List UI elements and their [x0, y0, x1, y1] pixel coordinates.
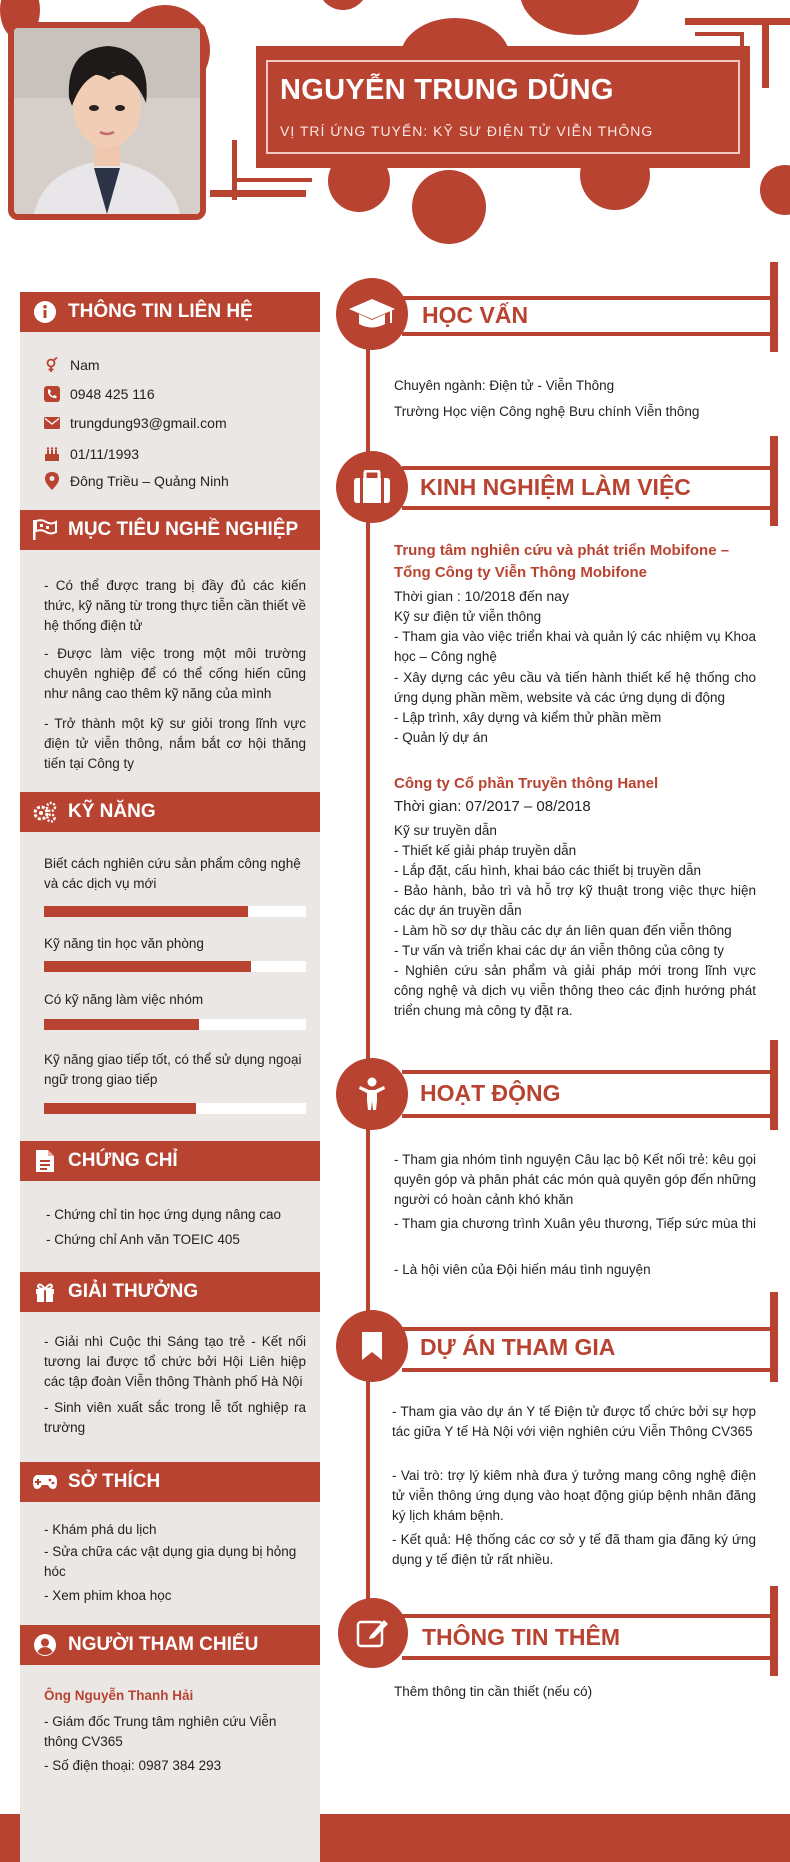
section-rule-end	[770, 262, 778, 352]
reference-phone: - Số điện thoại: 0987 384 293	[44, 1758, 222, 1773]
decor-line	[685, 18, 790, 25]
decor-line	[232, 140, 237, 200]
flag-icon	[32, 517, 58, 543]
reference-title: NGƯỜI THAM CHIẾU	[68, 1634, 259, 1655]
objective-item: - Có thể được trang bị đầy đủ các kiến thức, kỹ năng từ trong thực tiễn cần thiết về hệ thống điện tử	[44, 578, 306, 633]
objective-header	[20, 510, 320, 550]
section-rule	[402, 1327, 778, 1331]
decor-circle	[760, 165, 790, 215]
section-rule	[402, 332, 778, 336]
section-rule	[402, 1114, 778, 1118]
applied-position: VỊ TRÍ ỨNG TUYỂN: KỸ SƯ ĐIỆN TỬ VIỄN THÔNG	[280, 123, 654, 139]
section-rule-end	[770, 436, 778, 526]
job-role: Kỹ sư truyền dẫn	[394, 823, 497, 838]
awards-title: GIẢI THƯỞNG	[68, 1281, 199, 1302]
contact-header	[20, 292, 320, 332]
experience-icon-circle	[336, 451, 408, 523]
reference-header	[20, 1625, 320, 1665]
avatar	[14, 28, 200, 214]
job-task: - Lắp đặt, cấu hình, khai báo các thiết bị truyền dẫn	[394, 863, 701, 878]
section-rule-end	[770, 1292, 778, 1382]
contact-gender	[44, 357, 100, 373]
certificates-header	[20, 1141, 320, 1181]
document-icon	[32, 1148, 58, 1174]
job-task: - Xây dựng các yêu cầu và tiến hành thiết kế hệ thống cho ứng dụng phần mềm, website và các ứng dụng di động	[394, 670, 756, 705]
hobbies-header	[20, 1462, 320, 1502]
certificate-item: - Chứng chỉ Anh văn TOEIC 405	[46, 1232, 240, 1247]
job-time: Thời gian : 10/2018 đến nay	[394, 588, 569, 604]
certificate-item: - Chứng chỉ tin học ứng dụng nâng cao	[46, 1207, 281, 1222]
extra-title: THÔNG TIN THÊM	[422, 1624, 621, 1650]
section-rule	[402, 466, 778, 470]
skill-bar	[44, 906, 306, 917]
objective-item: - Trở thành một kỹ sư giỏi trong lĩnh vực điện tử viễn thông, nắm bắt cơ hội thăng tiến tại Công ty	[44, 716, 306, 771]
projects-icon-circle	[336, 1310, 408, 1382]
awards-header	[20, 1272, 320, 1312]
address-value: Đông Triều – Quảng Ninh	[70, 473, 229, 489]
job-task: - Làm hồ sơ dự thầu các dự án liên quan đến viễn thông	[394, 923, 732, 938]
job-time: Thời gian: 07/2017 – 08/2018	[394, 798, 591, 815]
decor-circle	[348, 168, 378, 198]
section-rule-end	[770, 1586, 778, 1676]
extra-text: Thêm thông tin cần thiết (nếu có)	[394, 1684, 593, 1699]
job-task: - Tham gia vào việc triển khai và quản lý các nhiệm vụ Khoa học – Công nghệ	[394, 629, 756, 664]
projects-title: DỰ ÁN THAM GIA	[420, 1334, 616, 1360]
birthday-cake-icon	[44, 446, 60, 462]
extra-icon-circle	[338, 1598, 408, 1668]
location-pin-icon	[44, 473, 60, 489]
activities-title: HOẠT ĐỘNG	[420, 1080, 561, 1106]
job-task: - Bảo hành, bảo trì và hỗ trợ kỹ thuật trong việc thực hiện các dự án truyền dẫn	[394, 883, 756, 918]
footer-band-left	[0, 1814, 20, 1862]
contact-birthday	[44, 446, 139, 462]
decor-line	[695, 32, 743, 36]
hobbies-title: SỞ THÍCH	[68, 1471, 161, 1492]
certificates-title: CHỨNG CHỈ	[68, 1150, 178, 1171]
job-task: - Quản lý dự án	[394, 730, 488, 745]
section-rule	[402, 1614, 778, 1618]
job-task: - Tư vấn và triển khai các dự án viễn thông của công ty	[394, 943, 725, 958]
job-role: Kỹ sư điện tử viễn thông	[394, 609, 542, 624]
job-task: - Lập trình, xây dựng và kiểm thử phần mềm	[394, 710, 662, 725]
skill-bar-fill	[44, 961, 251, 972]
decor-line	[210, 190, 306, 197]
job-task: - Nghiên cứu sản phẩm và giải pháp mới trong lĩnh vực công nghệ và dịch vụ viễn thông theo các định hướng phát triển chung mà công ty đặt ra.	[394, 963, 756, 1018]
job-company: Trung tâm nghiên cứu và phát triển Mobifone – Tổng Công ty Viễn Thông Mobifone	[394, 542, 730, 581]
skill-bar	[44, 1019, 306, 1030]
skill-bar	[44, 961, 306, 972]
reference-name: Ông Nguyễn Thanh Hải	[44, 1688, 194, 1703]
education-title: HỌC VẤN	[422, 302, 529, 328]
hobby-item: - Xem phim khoa học	[44, 1588, 172, 1603]
decor-line	[762, 18, 769, 88]
section-rule	[402, 506, 778, 510]
bookmark-icon	[361, 1331, 383, 1361]
person-icon	[357, 1077, 387, 1111]
skills-title: KỸ NĂNG	[68, 801, 156, 822]
hobby-item: - Khám phá du lịch	[44, 1522, 157, 1537]
activity-item: - Tham gia nhóm tình nguyện Câu lạc bộ Kết nối trẻ: kêu gọi quyên góp và phân phát các món quà quyên góp đến những người có hoàn cảnh khó khăn	[394, 1152, 756, 1207]
decor-line	[232, 178, 312, 182]
gift-icon	[32, 1279, 58, 1305]
skill-bar-fill	[44, 1103, 196, 1114]
skills-header	[20, 792, 320, 832]
skill-bar-fill	[44, 1019, 199, 1030]
reference-role: - Giám đốc Trung tâm nghiên cứu Viễn thông CV365	[44, 1714, 277, 1749]
birthday-value: 01/11/1993	[70, 446, 140, 462]
phone-icon	[44, 386, 60, 402]
education-school: Trường Học viện Công nghệ Bưu chính Viễn thông	[394, 404, 700, 419]
decor-circle	[520, 0, 640, 35]
contact-phone	[44, 386, 155, 402]
activity-item: - Tham gia chương trình Xuân yêu thương, Tiếp sức mùa thi	[394, 1216, 756, 1231]
section-rule	[402, 296, 778, 300]
gender-icon	[44, 357, 60, 373]
skill-label: Kỹ năng giao tiếp tốt, có thể sử dụng ngoại ngữ trong giao tiếp	[44, 1052, 302, 1087]
skill-bar	[44, 1103, 306, 1114]
activity-item: - Là hội viên của Đội hiến máu tình nguyện	[394, 1262, 651, 1277]
skill-label: Kỹ năng tin học văn phòng	[44, 936, 204, 951]
skill-bar-fill	[44, 906, 248, 917]
section-rule	[402, 1656, 778, 1660]
education-icon-circle	[336, 278, 408, 350]
contact-address	[44, 473, 229, 489]
job-company: Công ty Cổ phần Truyền thông Hanel	[394, 775, 659, 792]
award-item: - Sinh viên xuất sắc trong lễ tốt nghiệp ra trường	[44, 1400, 306, 1435]
project-item: - Kết quả: Hệ thống các cơ sở y tế đã tham gia đăng ký ứng dụng y tế điện tử rất nhiều.	[392, 1532, 756, 1567]
phone-value: 0948 425 116	[70, 386, 155, 402]
project-item: - Vai trò: trợ lý kiêm nhà đưa ý tưởng mang công nghệ điện tử viễn thông ứng dụng vào hoạt động giúp bệnh nhân đăng ký lịch khám bệnh.	[392, 1468, 756, 1523]
profile-photo	[8, 22, 206, 220]
email-icon	[44, 415, 60, 431]
experience-title: KINH NGHIỆM LÀM VIỆC	[420, 474, 691, 500]
contact-title: THÔNG TIN LIÊN HỆ	[68, 301, 253, 322]
user-icon	[32, 1632, 58, 1658]
decor-circle	[318, 0, 368, 10]
project-item: - Tham gia vào dự án Y tế Điện tử được tổ chức bởi sự hợp tác giữa Y tế Hà Nội với viện nghiên cứu Viễn Thông CV365	[392, 1404, 756, 1439]
award-item: - Giải nhì Cuộc thi Sáng tạo trẻ - Kết nối tương lai được tổ chức bởi Hội Liên hiệp các tập đoàn Viễn thông Thành phố Hà Nội	[44, 1334, 306, 1389]
section-rule	[402, 1070, 778, 1074]
hobby-item: - Sửa chữa các vật dụng gia dụng bị hỏng hóc	[44, 1544, 297, 1579]
decor-circle	[412, 170, 486, 244]
skill-label: Biết cách nghiên cứu sản phẩm công nghệ và các dịch vụ mới	[44, 856, 301, 891]
footer-band-right	[320, 1814, 790, 1862]
education-major: Chuyên ngành: Điện tử - Viễn Thông	[394, 378, 615, 393]
candidate-name: NGUYỄN TRUNG DŨNG	[280, 74, 614, 106]
contact-email	[44, 415, 227, 431]
objective-title: MỤC TIÊU NGHỀ NGHIỆP	[68, 519, 299, 540]
section-rule-end	[770, 1040, 778, 1130]
objective-item: - Được làm việc trong một môi trường chuyên nghiệp để có thể cống hiến cũng như nâng cao thêm kỹ năng của mình	[44, 646, 306, 701]
graduation-cap-icon	[348, 297, 396, 331]
email-value[interactable]: trungdung93@gmail.com	[70, 415, 227, 431]
briefcase-icon	[353, 470, 391, 504]
section-rule	[402, 1368, 778, 1372]
activities-icon-circle	[336, 1058, 408, 1130]
skill-label: Có kỹ năng làm việc nhóm	[44, 992, 204, 1007]
gears-icon	[32, 799, 58, 825]
edit-icon	[356, 1616, 390, 1650]
gender-value: Nam	[70, 357, 100, 373]
name-banner	[256, 46, 750, 168]
gamepad-icon	[32, 1469, 58, 1495]
info-icon	[32, 299, 58, 325]
job-task: - Thiết kế giải pháp truyền dẫn	[394, 843, 577, 858]
